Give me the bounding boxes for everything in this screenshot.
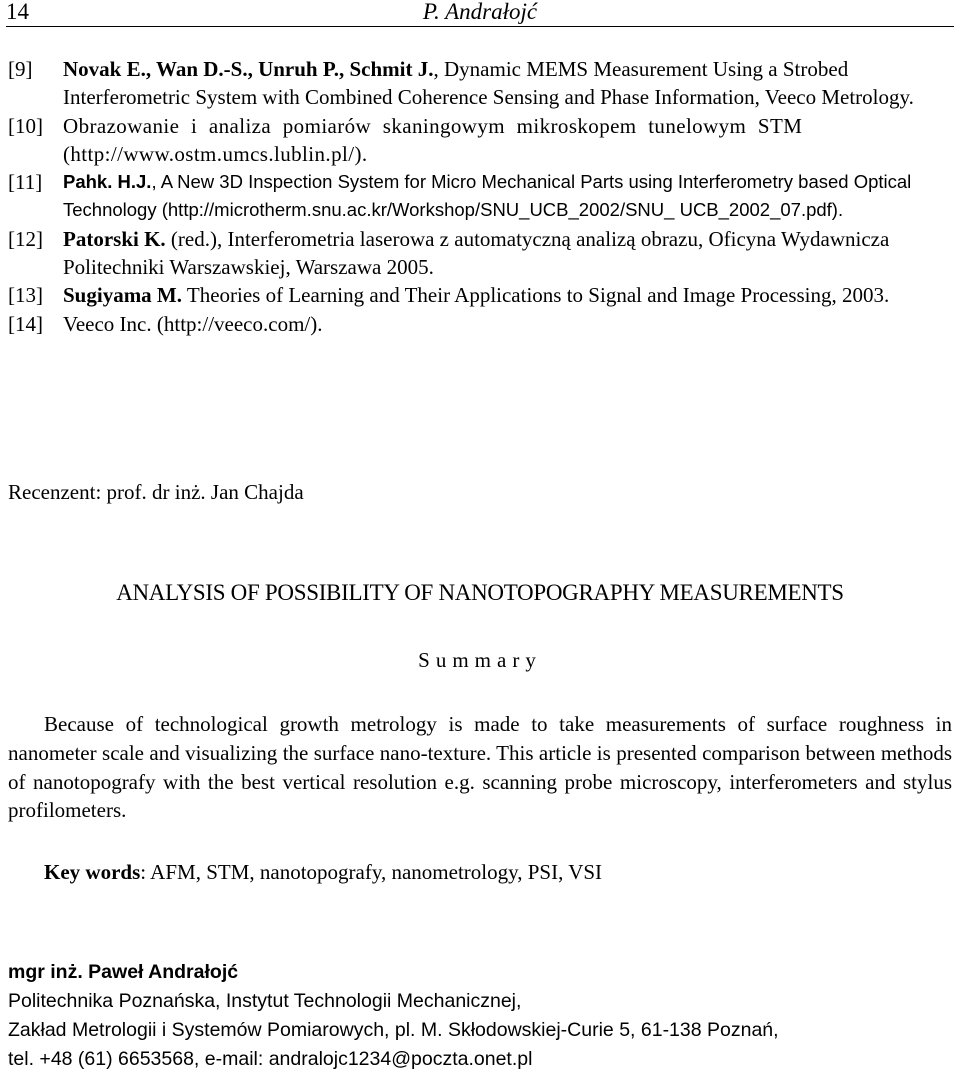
article-title: ANALYSIS OF POSSIBILITY OF NANOTOPOGRAPHY MEASUREMENTS [116, 580, 844, 605]
reference-item [8, 225, 958, 282]
reference-number: [11] [8, 170, 43, 195]
reference-text: Obrazowanie i analiza pomiarów skaningowym mikroskopem tunelowym STM (http://www.ostm.umcs.lublin.pl/). [63, 113, 803, 166]
references-list [8, 55, 958, 338]
abstract-text: Because of technological growth metrology is made to take measurements of surface roughness in nanometer scale and visualizing the surface nano-texture. This article is presented comparison between methods of nanotopografy with the best vertical resolution e.g. scanning probe microscopy, interferometers and stylus profilometers. [8, 712, 952, 823]
reference-text: , Dynamic MEMS Measurement Using a Strobed Interferometric System with Combined Coherence Sensing and Phase Information, Veeco Metrology. [63, 57, 914, 110]
reference-item [8, 281, 958, 309]
reference-number: [14] [8, 311, 43, 336]
keywords-text: : AFM, STM, nanotopografy, nanometrology, PSI, VSI [140, 860, 603, 884]
author-affiliation-2: Zakład Metrologii i Systemów Pomiarowych, pl. M. Skłodowskiej-Curie 5, 61-138 Poznań, [8, 1019, 779, 1041]
reference-number: [10] [8, 113, 43, 138]
reviewer-line: Recenzent: prof. dr inż. Jan Chajda [8, 480, 304, 504]
reference-number: [9] [8, 57, 33, 81]
reference-number: [13] [8, 283, 43, 308]
reference-item [8, 55, 958, 112]
running-title: P. Andrałojć [422, 0, 538, 24]
author-contact: tel. +48 (61) 6653568, e-mail: andralojc1234@poczta.onet.pl [8, 1048, 533, 1070]
reference-item [8, 168, 958, 225]
reference-text: Veeco Inc. (http://veeco.com/). [63, 311, 323, 336]
reference-number: [12] [8, 226, 43, 251]
reference-authors: Pahk. H.J. [63, 171, 152, 193]
reference-item [8, 310, 958, 338]
summary-heading: Summary [418, 648, 542, 672]
reference-text: Theories of Learning and Their Applications to Signal and Image Processing, 2003. [182, 283, 890, 308]
keywords-line [44, 858, 602, 886]
reference-item [8, 112, 958, 169]
reference-authors: Patorski K. [63, 226, 166, 251]
keywords-label: Key words [44, 860, 141, 884]
author-block [8, 958, 779, 1074]
author-affiliation-1: Politechnika Poznańska, Instytut Technologii Mechanicznej, [8, 990, 522, 1012]
reference-authors: Sugiyama M. [63, 283, 183, 308]
author-name-text: mgr inż. Paweł Andrałojć [8, 961, 239, 983]
reference-text: , A New 3D Inspection System for Micro Mechanical Parts using Interferometry based Optical Technology (http://microtherm.snu.ac.kr/Workshop/SNU_UCB_2002/SNU_ UCB_2002_07.pdf). [63, 171, 912, 221]
page-number: 14 [6, 0, 29, 24]
reference-text: (red.), Interferometria laserowa z automatyczną analizą obrazu, Oficyna Wydawnicza Politechniki Warszawskiej, Warszawa 2005. [63, 226, 890, 280]
author-name [8, 958, 779, 987]
page-header [6, 0, 954, 27]
reference-authors: Novak E., Wan D.-S., Unruh P., Schmit J. [63, 57, 434, 81]
